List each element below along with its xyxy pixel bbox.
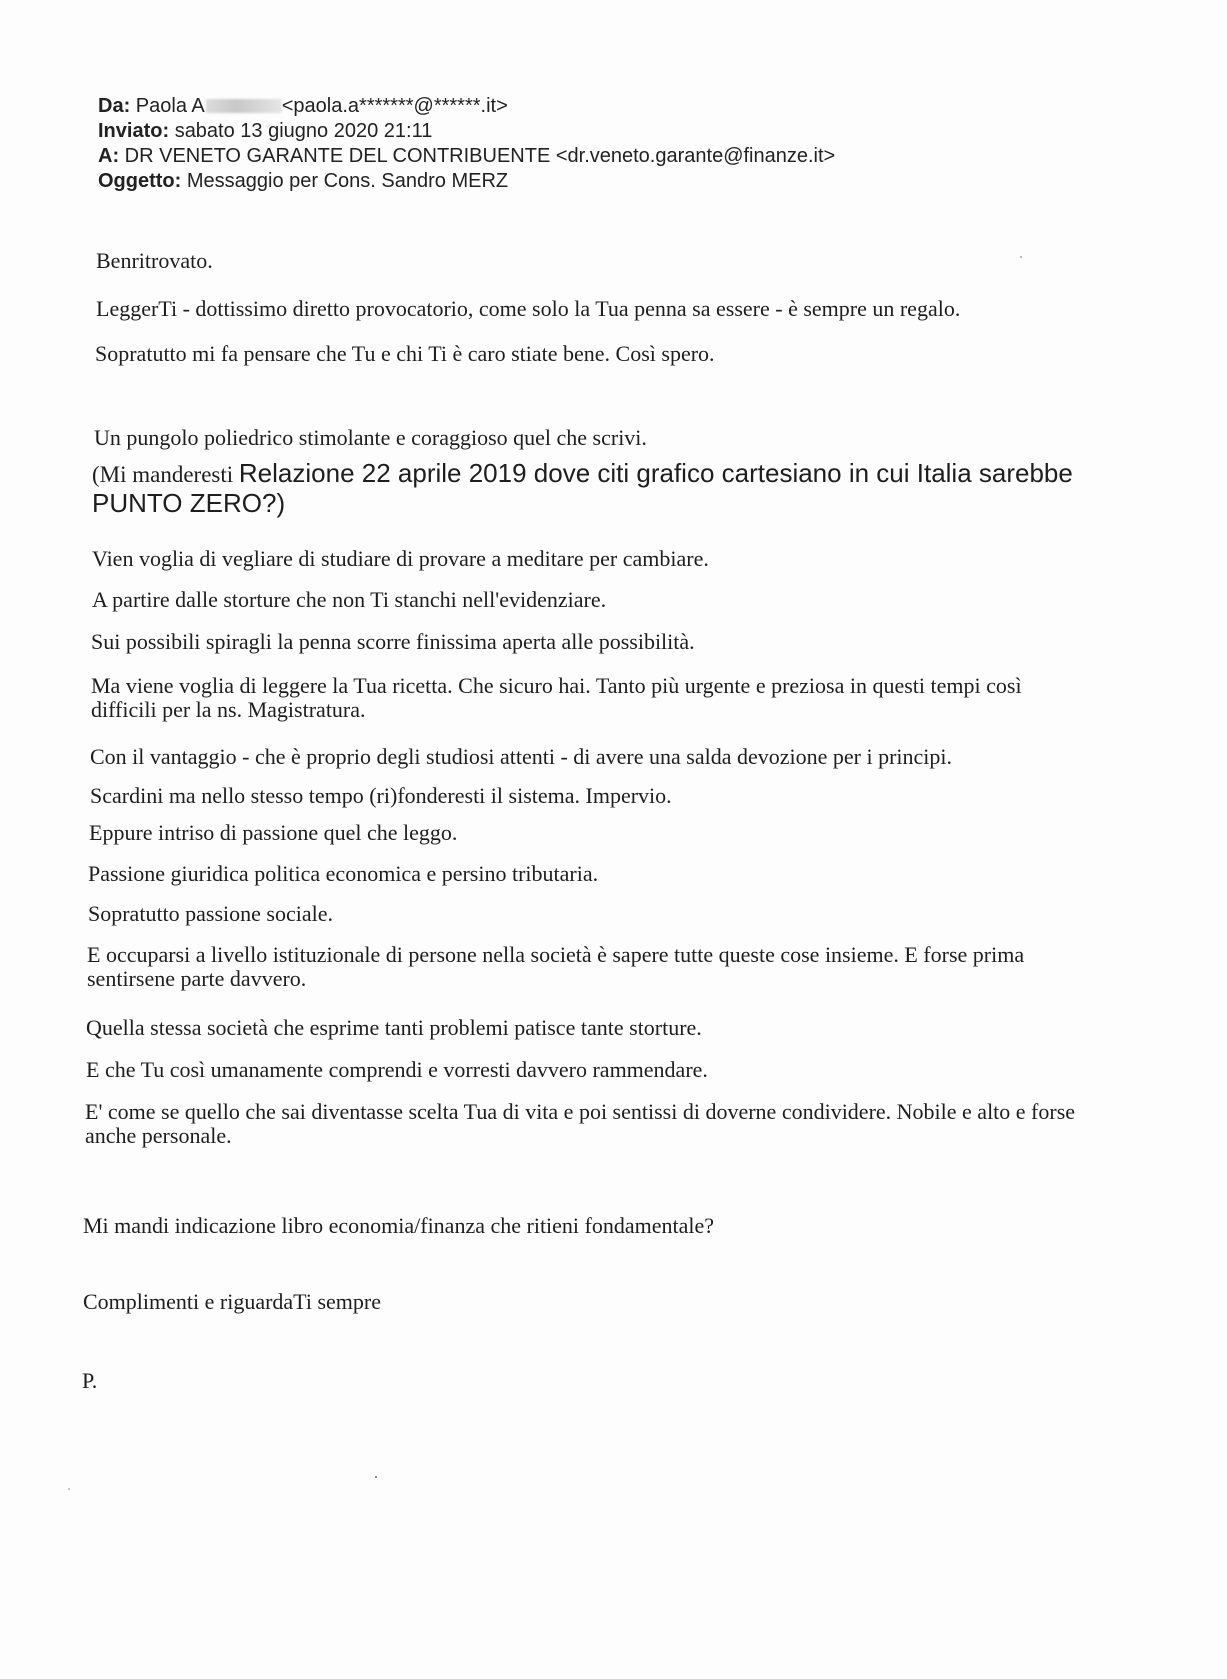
scan-speck [1020,256,1022,258]
scan-speck [68,1488,70,1490]
paragraph-3: Un pungolo poliedrico stimolante e coraggioso quel che scrivi. [94,425,647,450]
email-header [98,94,835,194]
paragraph-13: Sopratutto passione sociale. [88,901,334,926]
paragraph-17: E' come se quello che sai diventasse scelta Tua di vita e poi sentissi di doverne condividere. Nobile e alto e forse anche personale. [85,1099,1076,1148]
request-emphasis: Relazione 22 aprile 2019 dove citi grafico cartesiano in cui Italia sarebbe PUNTO ZERO?) [92,458,1073,518]
paragraph-6: A partire dalle storture che non Ti stanchi nell'evidenziare. [92,587,607,612]
sent-label: Inviato: [98,120,170,142]
greeting: Benritrovato. [96,248,213,273]
header-to-row [98,144,835,169]
subject-label: Oggetto: [98,170,182,192]
closing: Complimenti e riguardaTi sempre [83,1289,381,1314]
paragraph-16: E che Tu così umanamente comprendi e vorresti davvero rammendare. [86,1057,708,1082]
paragraph-8: Ma viene voglia di leggere la Tua ricetta. Che sicuro hai. Tanto più urgente e preziosa in questi tempi così difficili per la ns. Magistratura. [91,673,1022,722]
header-sent-row [98,119,835,144]
to-value: DR VENETO GARANTE DEL CONTRIBUENTE <dr.veneto.garante@finanze.it> [124,145,836,167]
header-subject-row [98,169,835,194]
request-lead: (Mi manderesti [92,462,234,487]
to-label: A: [98,145,120,167]
scan-speck [375,1476,377,1478]
paragraph-10: Scardini ma nello stesso tempo (ri)fonderesti il sistema. Impervio. [90,783,672,808]
paragraph-15: Quella stessa società che esprime tanti problemi patisce tante storture. [86,1015,702,1040]
paragraph-1: LeggerTi - dottissimo diretto provocatorio, come solo la Tua penna sa essere - è sempre un regalo. [96,296,961,321]
paragraph-5: Vien voglia di vegliare di studiare di provare a meditare per cambiare. [92,546,709,571]
redaction-mark [206,99,282,113]
paragraph-7: Sui possibili spiragli la penna scorre finissima aperta alle possibilità. [91,629,695,654]
paragraph-9: Con il vantaggio - che è proprio degli studiosi attenti - di avere una salda devozione per i principi. [90,744,953,769]
paragraph-4-request [92,459,1092,519]
paragraph-12: Passione giuridica politica economica e persino tributaria. [88,861,599,886]
paragraph-11: Eppure intriso di passione quel che leggo. [89,820,458,845]
from-label: Da: [98,95,131,117]
paragraph-2: Sopratutto mi fa pensare che Tu e chi Ti è caro stiate bene. Così spero. [95,341,715,366]
paragraph-14: E occuparsi a livello istituzionale di persone nella società è sapere tutte queste cose insieme. E forse prima sentirsene parte davvero. [87,942,1025,991]
from-name: Paola A [135,95,205,117]
signature: P. [82,1368,98,1393]
sent-value: sabato 13 giugno 2020 21:11 [174,120,433,142]
from-email: <paola.a*******@******.it> [281,95,508,117]
paragraph-18: Mi mandi indicazione libro economia/finanza che ritieni fondamentale? [83,1213,715,1238]
subject-value: Messaggio per Cons. Sandro MERZ [186,170,509,192]
header-from-row [98,94,835,119]
